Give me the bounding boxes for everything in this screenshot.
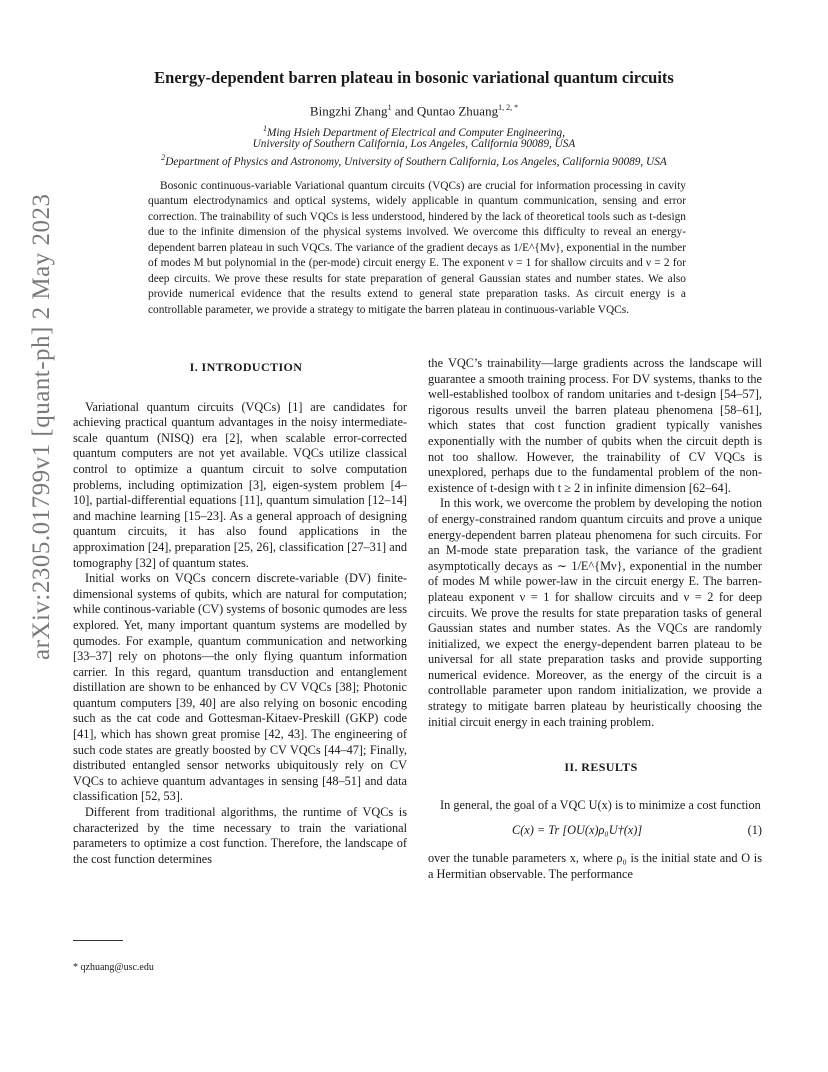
section-heading-introduction: I. INTRODUCTION bbox=[189, 360, 303, 374]
equation-expression: C(x) = Tr [OU(x)ρ₀U†(x)] bbox=[512, 823, 643, 838]
right-column bbox=[428, 356, 762, 882]
author-affiliation-mark: 1, 2, * bbox=[498, 103, 519, 112]
paper-title: Energy-dependent barren plateau in bosonic variational quantum circuits bbox=[154, 68, 674, 87]
affiliation-mark: 1 bbox=[262, 124, 267, 133]
equation-1 bbox=[428, 823, 762, 839]
arxiv-identifier-stamp: arXiv:2305.01799v1 [quant-ph] 2 May 2023 bbox=[28, 193, 55, 660]
equation-number: (1) bbox=[747, 823, 762, 838]
footnote-email: * qzhuang@usc.edu bbox=[73, 962, 154, 973]
footnote-rule bbox=[73, 940, 123, 941]
paragraph: In this work, we overcome the problem by developing the notion of energy-constrained random quantum circuits and prove a unique energy-dependent barren plateau phenomena for such circuits. For an M-mode state preparation task, the variance of the gradient asymptotically decays as ∼ 1/E^{Mν}, exponential in the number of modes M while power-law in the circuit energy E. The barren-plateau exponent ν = 1 for shallow circuits and ν = 2 for deep circuits. We prove the results for state preparation tasks of general Gaussian states and number states. As the VQCs are randomly initialized, we expect the energy-dependent barren plateau to be universal for all state preparation tasks and provide supporting numerical evidence. Moreover, as the energy of the circuit is a controllable parameter upon random initialization, we provide a strategy to mitigate barren plateau by heuristically choosing the initial circuit energy in each training problem. bbox=[428, 496, 762, 729]
paragraph: Different from traditional algorithms, the runtime of VQCs is characterized by the time necessary to train the variational parameters to optimize a cost function. Therefore, the landscape of the cost function determines bbox=[73, 805, 407, 866]
left-column bbox=[73, 360, 407, 867]
author-line bbox=[0, 103, 828, 119]
abstract: Bosonic continuous-variable Variational quantum circuits (VQCs) are crucial for information processing in cavity quantum electrodynamics and optical systems, widely applicable in quantum communication, sensing and error correction. The trainability of such VQCs is less understood, hindered by the lack of theoretical tools such as t-design due to the infinite dimension of the physical systems involved. We overcome this difficulty to reveal an energy-dependent barren plateau in such VQCs. The variance of the gradient decays as 1/E^{Mν}, exponential in the number of modes M but polynomial in the (per-mode) circuit energy E. The exponent ν = 1 for shallow circuits and ν = 2 for deep circuits. We prove these results for state preparation of general Gaussian states and number states. We also provide numerical evidence that the results extend to general state preparation tasks. As circuit energy is a controllable parameter, we provide a strategy to mitigate the barren plateau in continuous-variable VQCs. bbox=[148, 180, 686, 316]
affiliation-text: Ming Hsieh Department of Electrical and Computer Engineering, bbox=[266, 126, 566, 139]
paragraph: over the tunable parameters x, where ρ₀ is the initial state and O is a Hermitian observable. The performance bbox=[428, 851, 762, 881]
author-conjunction: and bbox=[391, 103, 417, 119]
affiliation-mark: 2 bbox=[161, 153, 166, 162]
paragraph: the VQC’s trainability—large gradients across the landscape will guarantee a smooth training process. For DV systems, thanks to the well-established toolbox of random unitaries and t-design [54–57], rigorous results unveil the barren plateau phenomena [58–61], which states that cost function gradient typically vanishes exponentially with the number of qubits when the circuit depth is not too shallow. However, the trainability of CV VQCs is unexplored, perhaps due to the fundamental problem of the non-existence of t-design with t ≥ 2 in infinite dimension [62–64]. bbox=[428, 356, 762, 495]
author-name: Quntao Zhuang bbox=[416, 103, 499, 119]
paragraph: Variational quantum circuits (VQCs) [1] are candidates for achieving practical quantum advantages in the noisy intermediate-scale quantum (NISQ) era [2], when scalable error-corrected quantum computers are not yet available. VQCs utilize classical control to optimize a quantum circuit to solve computation problems, including optimization [3], eigen-system problem [4–10], partial-differential equations [11], quantum simulation [12–14] and machine learning [15–23]. As a general approach of designing quantum circuits, it has also found applications in the approximation [24], preparation [25, 26], classification [27–31] and tomography [32] of quantum states. bbox=[73, 399, 407, 570]
author-name: Bingzhi Zhang bbox=[309, 103, 388, 119]
paragraph: Initial works on VQCs concern discrete-variable (DV) finite-dimensional systems of qubits, which are natural for computation; while continous-variable (CV) systems of bosonic qumodes are less explored. Yet, many important quantum systems are modelled by qumodes. For example, quantum communication and networking [33–37] rely on photons—the only flying quantum information carrier. In this regard, quantum transduction and entanglement distillation are shown to be enhanced by CV VQCs [38]; Photonic quantum computers [39, 40] are also relying on bosonic encoding such as the cat code and Gottesman-Kitaev-Preskill (GKP) code [41], which has shown great promise [42, 43]. The engineering of such code states are greatly boosted by CV VQCs [44–47]; Finally, distributed entangled sensor networks ubiquitously rely on CV VQCs to achieve quantum advantages in sensing [48–51] and data classification [52, 53]. bbox=[73, 571, 407, 804]
affiliation-1-line-2: University of Southern California, Los Angeles, California 90089, USA bbox=[252, 138, 576, 150]
section-heading-results: II. RESULTS bbox=[564, 760, 638, 775]
paragraph: In general, the goal of a VQC U(x) is to minimize a cost function bbox=[440, 797, 761, 812]
author-affiliation-mark: 1 bbox=[387, 103, 392, 112]
affiliation-text: Department of Physics and Astronomy, University of Southern California, Los Angeles, California 90089, USA bbox=[165, 155, 667, 168]
affiliation-1-line-1 bbox=[0, 124, 828, 139]
affiliation-2 bbox=[0, 153, 828, 168]
